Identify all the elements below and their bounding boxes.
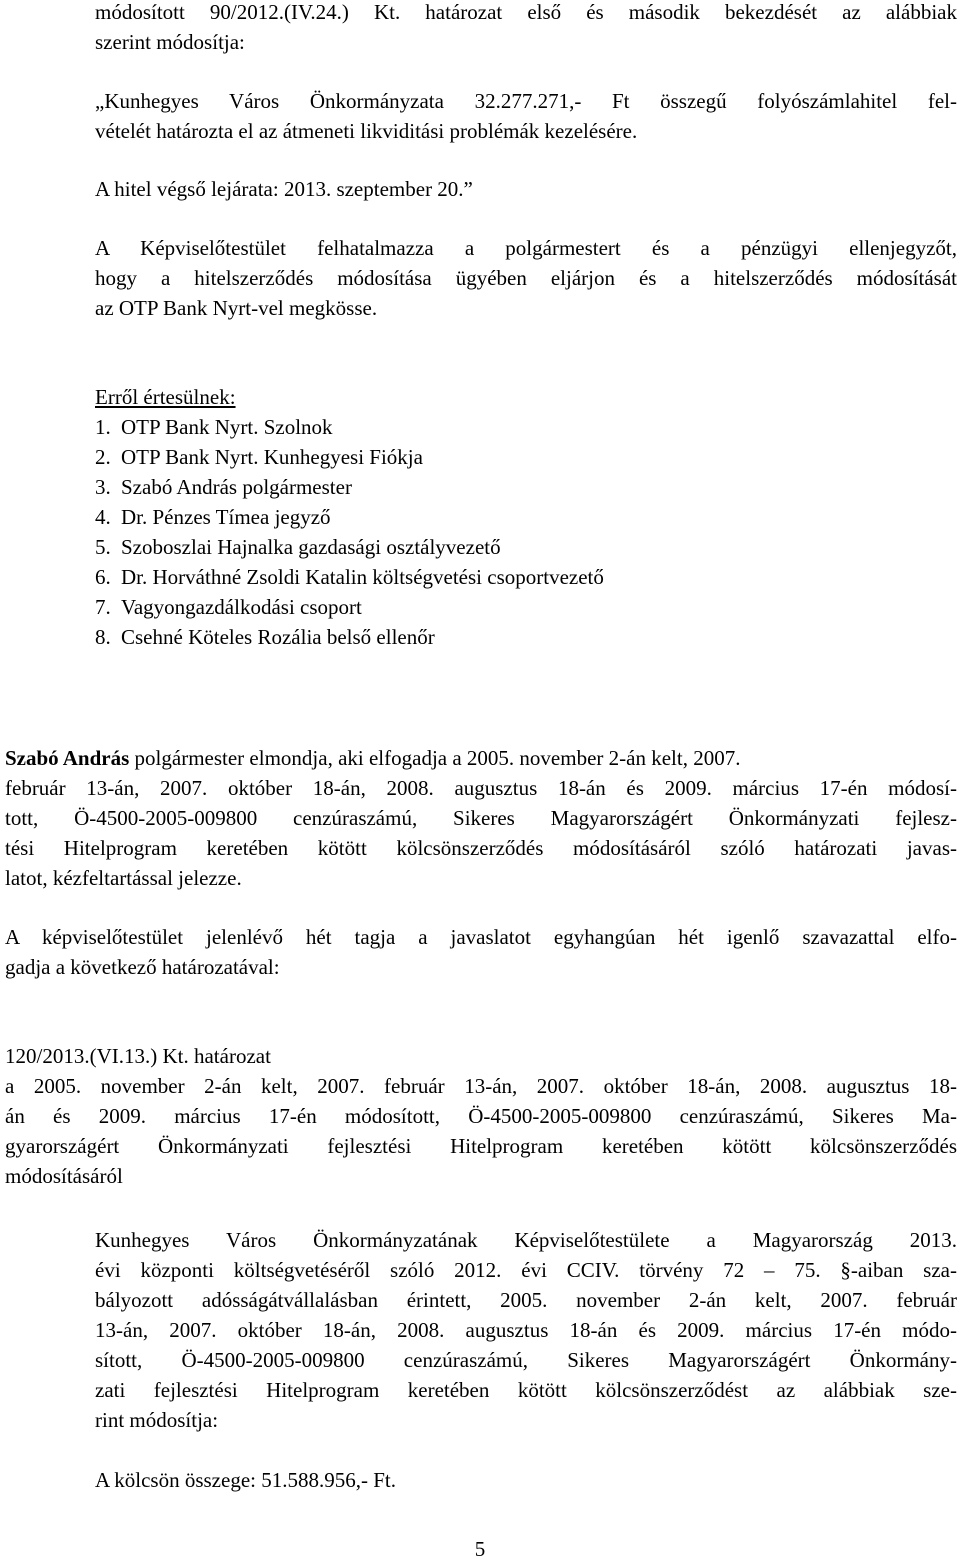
quote-line-1: „Kunhegyes Város Önkormányzata 32.277.271,- Ft összegű folyószámlahitel fel- — [95, 89, 957, 113]
list-item-number: 3. — [95, 475, 111, 499]
list-item-text: Vagyongazdálkodási csoport — [121, 595, 362, 619]
body-line-2: évi központi költségvetéséről szóló 2012. évi CCIV. törvény 72 – 75. §-aiban sza- — [95, 1258, 957, 1282]
list-item — [95, 502, 331, 532]
body-line-3: bályozott adósságátvállalásban érintett, 2005. november 2-án kelt, 2007. február — [95, 1288, 957, 1312]
list-item-text: Csehné Köteles Rozália belső ellenőr — [121, 625, 435, 649]
resolution-number: 120/2013.(VI.13.) Kt. határozat — [5, 1044, 271, 1068]
body-line-6: zati fejlesztési Hitelprogram keretében kötött kölcsönszerződést az alábbiak sze- — [95, 1378, 957, 1402]
proposal-line-2: február 13-án, 2007. október 18-án, 2008. augusztus 18-án és 2009. március 17-én módosí- — [5, 776, 957, 800]
mayor-name: Szabó András — [5, 746, 130, 770]
authorization-line-3: az OTP Bank Nyrt-vel megkösse. — [95, 296, 378, 320]
list-item-number: 1. — [95, 415, 111, 439]
vote-line-2: gadja a következő határozatával: — [5, 955, 280, 979]
list-item — [95, 472, 352, 502]
loan-amount: A kölcsön összege: 51.588.956,- Ft. — [95, 1468, 396, 1492]
list-item — [95, 592, 362, 622]
quote-maturity: A hitel végső lejárata: 2013. szeptember 20.” — [95, 177, 473, 201]
resolution-line-1: a 2005. november 2-án kelt, 2007. február 13-án, 2007. október 18-án, 2008. augusztus 18- — [5, 1074, 957, 1098]
resolution-line-3: gyarországért Önkormányzati fejlesztési Hitelprogram keretében kötött kölcsönszerződés — [5, 1134, 957, 1158]
list-item — [95, 412, 333, 442]
list-item-number: 5. — [95, 535, 111, 559]
body-line-1: Kunhegyes Város Önkormányzatának Képviselőtestülete a Magyarország 2013. — [95, 1228, 957, 1252]
body-line-7: rint módosítja: — [95, 1408, 219, 1432]
quote-line-2: vételét határozta el az átmeneti likviditási problémák kezelésére. — [95, 119, 638, 143]
list-item-text: OTP Bank Nyrt. Szolnok — [121, 415, 333, 439]
vote-line-1: A képviselőtestület jelenlévő hét tagja a javaslatot egyhangúan hét igenlő szavazattal elfo- — [5, 925, 957, 949]
list-item-number: 6. — [95, 565, 111, 589]
list-item-text: Dr. Pénzes Tímea jegyző — [121, 505, 331, 529]
list-item-number: 7. — [95, 595, 111, 619]
body-line-5: sított, Ö-4500-2005-009800 cenzúraszámú, Sikeres Magyarországért Önkormány- — [95, 1348, 957, 1372]
proposal-line-4: tési Hitelprogram keretében kötött kölcsönszerződés módosításáról szóló határozati javas- — [5, 836, 957, 860]
list-item-text: Szabó András polgármester — [121, 475, 352, 499]
proposal-line-1 — [5, 743, 740, 773]
list-item-number: 4. — [95, 505, 111, 529]
resolution-line-4: módosításáról — [5, 1164, 123, 1188]
intro-line-2: szerint módosítja: — [95, 30, 245, 54]
page-number: 5 — [474, 1537, 486, 1561]
list-item — [95, 532, 501, 562]
proposal-line-3: tott, Ö-4500-2005-009800 cenzúraszámú, Sikeres Magyarországért Önkormányzati fejlesz- — [5, 806, 957, 830]
list-item — [95, 442, 423, 472]
authorization-line-1: A Képviselőtestület felhatalmazza a polgármestert és a pénzügyi ellenjegyzőt, — [95, 236, 957, 260]
body-line-4: 13-án, 2007. október 18-án, 2008. augusztus 18-án és 2009. március 17-én módo- — [95, 1318, 957, 1342]
list-item-text: OTP Bank Nyrt. Kunhegyesi Fiókja — [121, 445, 423, 469]
list-item — [95, 562, 604, 592]
list-item-text: Szoboszlai Hajnalka gazdasági osztályvezető — [121, 535, 501, 559]
intro-line-1: módosított 90/2012.(IV.24.) Kt. határozat első és második bekezdését az alábbiak — [95, 0, 957, 24]
notify-heading: Erről értesülnek: — [95, 385, 236, 409]
authorization-line-2: hogy a hitelszerződés módosítása ügyében eljárjon és a hitelszerződés módosítását — [95, 266, 957, 290]
resolution-line-2: án és 2009. március 17-én módosított, Ö-4500-2005-009800 cenzúraszámú, Sikeres Ma- — [5, 1104, 957, 1128]
proposal-line-1-rest: polgármester elmondja, aki elfogadja a 2005. november 2-án kelt, 2007. — [129, 746, 741, 770]
list-item-text: Dr. Horváthné Zsoldi Katalin költségvetési csoportvezető — [121, 565, 604, 589]
list-item-number: 8. — [95, 625, 111, 649]
list-item — [95, 622, 435, 652]
proposal-line-5: latot, kézfeltartással jelezze. — [5, 866, 242, 890]
list-item-number: 2. — [95, 445, 111, 469]
